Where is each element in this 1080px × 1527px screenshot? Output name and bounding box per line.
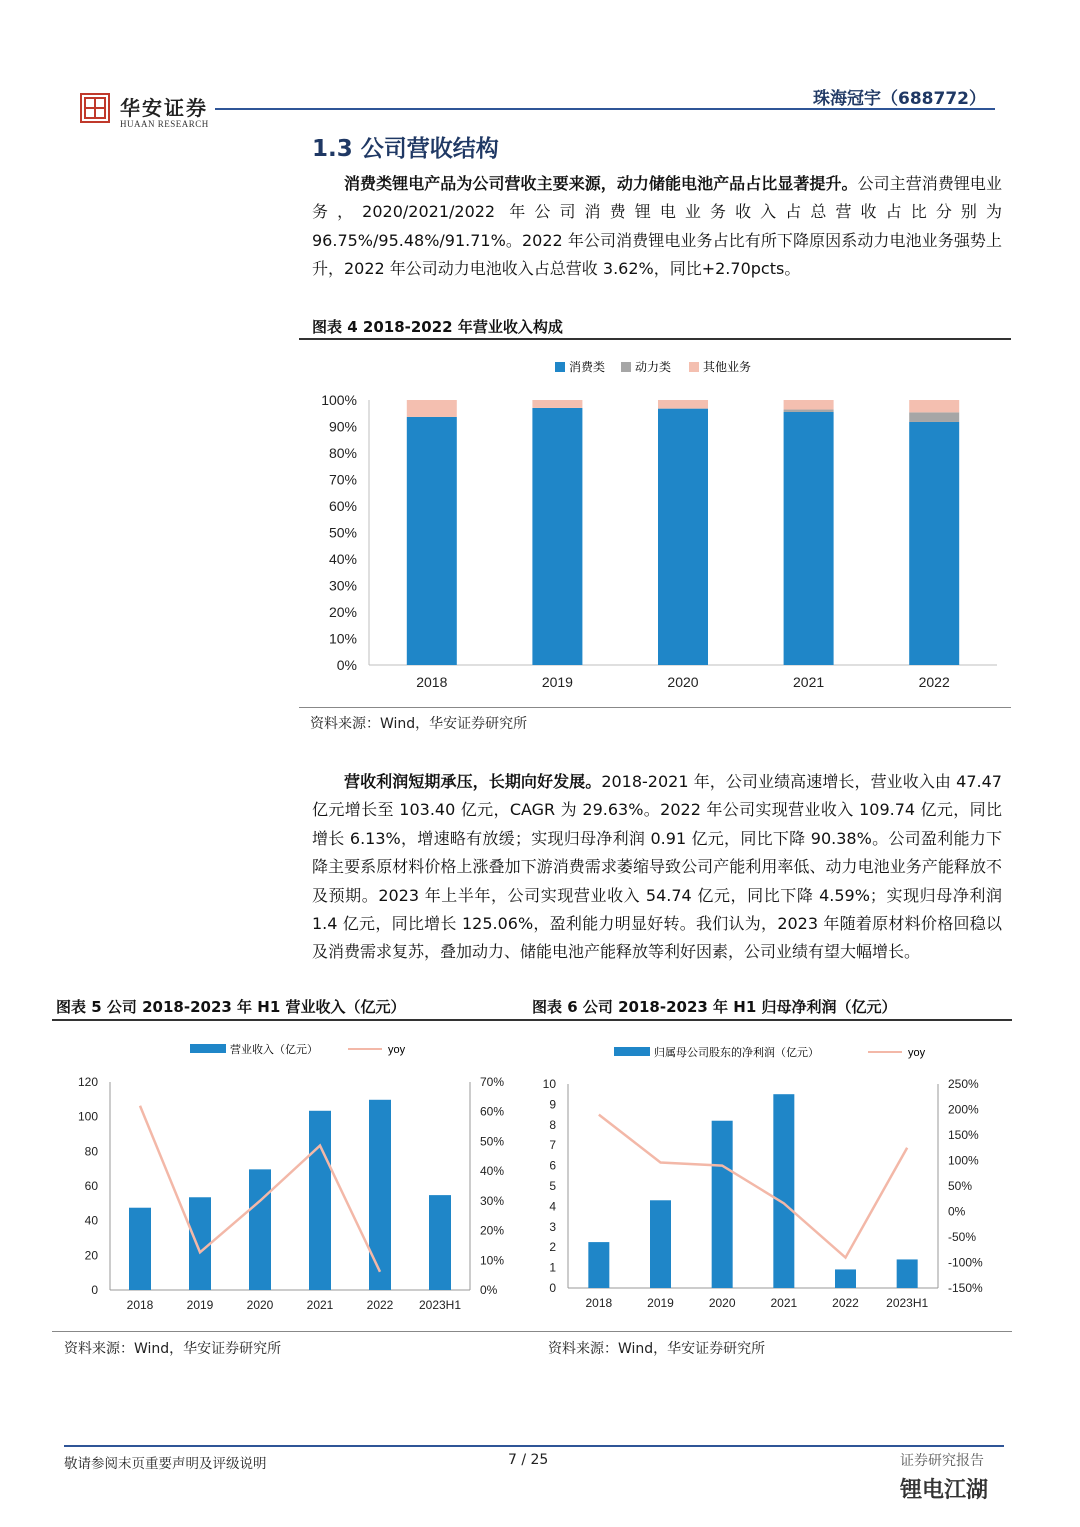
left-tick-label: 5 (549, 1179, 556, 1193)
right-tick-label: 200% (948, 1102, 979, 1117)
bar-2023H1 (897, 1259, 918, 1288)
y-tick-label: 50% (328, 524, 357, 541)
figure-5-chart (52, 1030, 522, 1330)
left-tick-label: 100 (77, 1109, 98, 1124)
brand-name: 华安证券 (120, 96, 208, 120)
legend-swatch-revenue (190, 1044, 226, 1053)
paragraph-lead: 消费类锂电产品为公司营收主要来源，动力储能电池产品占比显著提升。 (344, 174, 858, 193)
bar-2021-2 (784, 400, 834, 410)
figure-4-source: 资料来源：Wind，华安证券研究所 (310, 716, 528, 732)
left-tick-label: 7 (549, 1138, 556, 1153)
right-tick-label: 50% (948, 1179, 973, 1193)
figure-4-chart (299, 345, 1011, 705)
figure-4-title: 图表 4 2018-2022 年营业收入构成 (312, 318, 563, 336)
legend-label-netprofit: 归属母公司股东的净利润（亿元） (654, 1047, 819, 1059)
right-tick-label: 10% (480, 1253, 505, 1268)
left-tick-label: 120 (77, 1075, 98, 1089)
paragraph-revenue-structure (312, 170, 1002, 284)
y-tick-label: 70% (328, 471, 357, 488)
left-tick-label: 0 (549, 1281, 556, 1295)
yoy-line (599, 1115, 907, 1258)
left-tick-label: 1 (549, 1260, 556, 1275)
left-tick-label: 60 (84, 1179, 98, 1193)
bar-2020-2 (658, 400, 708, 409)
x-tick-label: 2019 (541, 674, 573, 690)
paragraph-lead: 营收利润短期承压，长期向好发展。 (344, 772, 602, 791)
y-tick-label: 10% (328, 630, 357, 647)
bar-2022-1 (909, 412, 959, 422)
figure-5-title: 图表 5 公司 2018-2023 年 H1 营业收入（亿元） (56, 998, 406, 1016)
paragraph-body: 2018-2021 年，公司业绩高速增长，营业收入由 47.47 亿元增长至 103.40 亿元，CAGR 为 29.63%。2022 年公司实现营业收入 109.74 亿元，同比增长 6.13%，增速略有放缓；实现归母净利润 0.91 亿元，同比下降 90.38%。公司盈利能力下降主要系原材料价格上涨叠加下游消费需求萎缩导致公司产能利用率低、动力电池业务产能释放不及预期。2023 年上半年，公司实现营业收入 54.74 亿元，同比下降 4.59%；实现归母净利润 1.4 亿元，同比增长 125.06%，盈利能力明显好转。我们认为，2023 年随着原材料价格回稳以及消费需求复苏，叠加动力、储能电池产能释放等利好因素，公司业绩有望大幅增长。 (312, 772, 1002, 962)
legend-label-power: 动力类 (635, 360, 672, 374)
x-tick-label: 2019 (186, 1298, 214, 1312)
section-title: 1.3 公司营收结构 (312, 136, 499, 162)
bar-2023H1 (429, 1195, 451, 1290)
right-tick-label: 100% (948, 1153, 979, 1168)
right-tick-label: 50% (480, 1134, 505, 1149)
left-tick-label: 4 (549, 1199, 556, 1214)
watermark: 锂电江湖 (900, 1478, 989, 1503)
y-tick-label: 40% (328, 551, 357, 567)
bar-2022 (835, 1269, 856, 1288)
brand-name-en: HUAAN RESEARCH (120, 119, 209, 129)
left-tick-label: 80 (84, 1144, 98, 1159)
y-tick-label: 20% (328, 604, 357, 620)
left-tick-label: 10 (542, 1077, 556, 1091)
bar-2019-2 (532, 400, 582, 408)
right-tick-label: 70% (480, 1075, 505, 1089)
legend-swatch-netprofit (614, 1047, 650, 1056)
bar-2019-0 (532, 408, 582, 665)
x-tick-label: 2020 (708, 1296, 736, 1310)
x-tick-label: 2023H1 (418, 1298, 462, 1312)
right-tick-label: 250% (948, 1077, 979, 1091)
x-tick-label: 2019 (647, 1296, 674, 1310)
legend-swatch-consumer (555, 362, 565, 372)
right-tick-label: 40% (480, 1164, 505, 1179)
legend-swatch-other (689, 362, 699, 372)
x-tick-label: 2018 (126, 1298, 154, 1312)
legend-swatch-power (621, 362, 631, 372)
bar-2022-2 (909, 400, 959, 412)
left-tick-label: 3 (549, 1219, 556, 1234)
figure-4-top-rule (299, 338, 1011, 340)
bar-2020 (249, 1169, 271, 1290)
right-tick-label: 0% (480, 1283, 498, 1297)
x-tick-label: 2021 (770, 1296, 798, 1310)
footer-divider (64, 1445, 1004, 1447)
bar-2021-1 (784, 410, 834, 412)
y-tick-label: 100% (321, 392, 357, 408)
legend-label-consumer: 消费类 (569, 360, 606, 374)
y-tick-label: 90% (328, 418, 357, 435)
right-tick-label: -150% (948, 1281, 983, 1295)
bar-2022-0 (909, 422, 959, 665)
company-title: 珠海冠宇（688772） (813, 89, 986, 109)
figures-5-6-bottom-rule (52, 1331, 1012, 1332)
legend-label-revenue: 营业收入（亿元） (230, 1044, 318, 1056)
x-tick-label: 2022 (832, 1296, 859, 1310)
y-tick-label: 0% (336, 657, 357, 673)
x-tick-label: 2020 (246, 1298, 274, 1312)
x-tick-label: 2022 (366, 1298, 394, 1312)
left-tick-label: 0 (91, 1283, 98, 1297)
right-tick-label: -100% (948, 1255, 983, 1270)
figure-6-source: 资料来源：Wind，华安证券研究所 (548, 1341, 766, 1357)
page-number: 7 / 25 (508, 1452, 549, 1468)
right-tick-label: -50% (948, 1230, 977, 1244)
bar-2018 (588, 1242, 609, 1288)
right-tick-label: 30% (480, 1193, 505, 1208)
left-tick-label: 8 (549, 1117, 556, 1132)
legend-label-yoy: yoy (388, 1044, 406, 1056)
bar-2020-0 (658, 409, 708, 665)
footer-report-type: 证券研究报告 (900, 1453, 984, 1469)
right-tick-label: 20% (480, 1223, 505, 1238)
x-tick-label: 2023H1 (886, 1296, 929, 1310)
legend-label-yoy: yoy (908, 1047, 926, 1059)
left-tick-label: 20 (84, 1248, 98, 1263)
left-tick-label: 9 (549, 1097, 556, 1112)
bar-2019 (189, 1197, 211, 1290)
right-tick-label: 150% (948, 1128, 979, 1142)
x-tick-label: 2021 (306, 1298, 334, 1312)
y-tick-label: 30% (328, 577, 357, 594)
left-tick-label: 2 (549, 1240, 556, 1255)
bar-2021 (773, 1094, 794, 1288)
bar-2019 (650, 1200, 671, 1288)
left-tick-label: 6 (549, 1158, 556, 1173)
x-tick-label: 2022 (918, 674, 950, 690)
x-tick-label: 2020 (667, 674, 699, 690)
bar-2018 (129, 1208, 151, 1290)
figure-5-source: 资料来源：Wind，华安证券研究所 (64, 1341, 282, 1357)
bar-2020 (712, 1121, 733, 1288)
paragraph-profit (312, 768, 1002, 967)
bar-2021-0 (784, 412, 834, 665)
right-tick-label: 0% (948, 1204, 966, 1219)
legend-label-other: 其他业务 (703, 360, 752, 374)
x-tick-label: 2018 (585, 1296, 613, 1310)
figure-6-chart (532, 1030, 1012, 1330)
bar-2021 (309, 1111, 331, 1290)
bar-2018-0 (407, 417, 457, 665)
right-tick-label: 60% (480, 1104, 505, 1119)
left-tick-label: 40 (84, 1213, 98, 1228)
figure-6-title: 图表 6 公司 2018-2023 年 H1 归母净利润（亿元） (532, 998, 897, 1016)
bar-2018-2 (407, 400, 457, 417)
y-tick-label: 60% (328, 498, 357, 514)
footer-disclaimer: 敬请参阅末页重要声明及评级说明 (64, 1456, 267, 1472)
paragraph-body: 公司主营消费锂电业务，2020/2021/2022 年公司消费锂电业务收入占总营收占比分别为 96.75%/95.48%/91.71%。2022 年公司消费锂电业务占比有所下降原因系动力电池业务强势上升，2022 年公司动力电池收入占总营收 3.62%，同比+2.70pcts。 (312, 174, 1002, 279)
y-tick-label: 80% (328, 445, 357, 461)
bar-2022 (369, 1100, 391, 1290)
x-tick-label: 2021 (793, 674, 825, 690)
figure-4-bottom-rule (299, 707, 1011, 708)
brand-logo-icon (80, 93, 110, 123)
x-tick-label: 2018 (416, 674, 448, 690)
figures-5-6-top-rule (52, 1019, 1012, 1021)
